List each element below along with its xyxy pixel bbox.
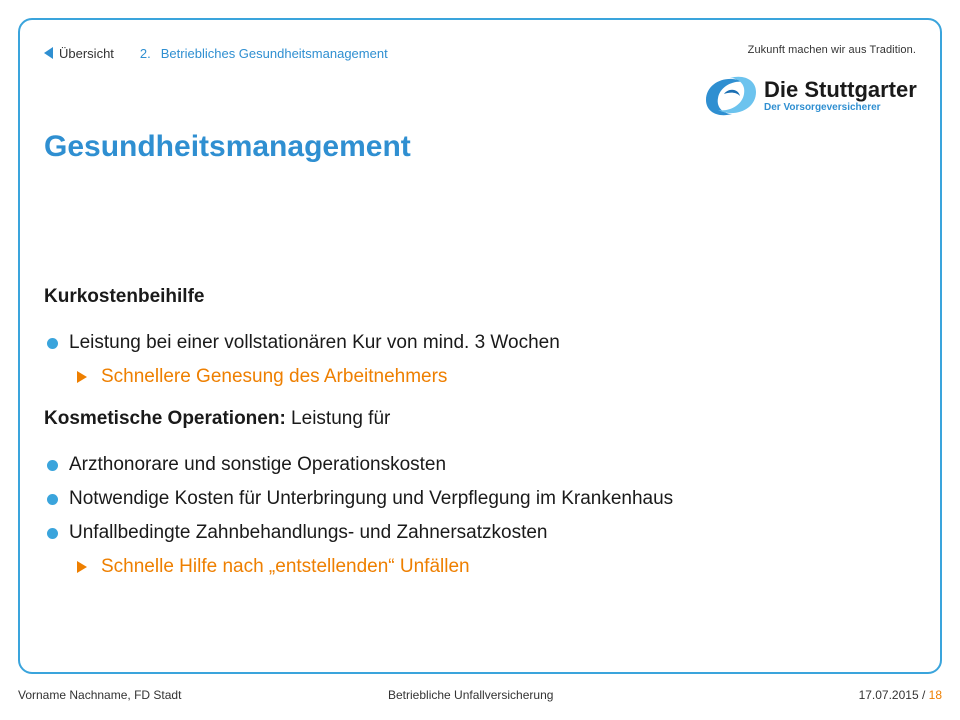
footer-author: Vorname Nachname, FD Stadt [18,688,182,702]
bullet-dot-icon [47,528,58,539]
overview-link[interactable] [44,46,114,61]
subpoint-text: Schnellere Genesung des Arbeitnehmers [101,366,448,387]
back-arrow-icon [44,47,53,59]
company-logo [700,66,920,126]
page-number: 18 [928,688,942,702]
logo-mark-icon [700,70,762,122]
list-item [44,326,904,360]
list-item [44,482,904,516]
bullet-dot-icon [47,460,58,471]
triangle-right-icon [77,371,87,383]
slide-title: Gesundheitsmanagement [44,130,411,163]
heading-normal-part: Leistung für [285,408,391,429]
slide-navigation [44,44,388,62]
bullet-text: Unfallbedingte Zahnbehandlungs- und Zahnersatzkosten [69,522,548,543]
highlight-subpoint [44,550,904,584]
list-item [44,516,904,550]
heading-bold-part: Kosmetische Operationen: [44,408,286,429]
bullet-text: Arzthonorare und sonstige Operationskosten [69,454,447,475]
slide-content [44,282,904,584]
breadcrumb-label: Betriebliches Gesundheitsmanagement [160,45,388,61]
footer-topic: Betriebliche Unfallversicherung [388,688,554,702]
logo-name: Die Stuttgarter [764,77,917,102]
bullet-dot-icon [47,338,58,349]
company-tagline: Zukunft machen wir aus Tradition. [747,44,916,56]
overview-label: Übersicht [59,45,114,61]
breadcrumb-number: 2. [139,45,151,61]
footer-date: 17.07.2015 / [858,688,926,702]
bullet-text: Leistung bei einer vollstationären Kur von mind. 3 Wochen [69,332,560,353]
footer-date-page [859,688,942,702]
list-item [44,448,904,482]
logo-subtitle: Der Vorsorgeversicherer [764,102,881,113]
section-heading-kurkosten: Kurkostenbeihilfe [44,286,205,307]
bullet-dot-icon [47,494,58,505]
triangle-right-icon [77,561,87,573]
bullet-text: Notwendige Kosten für Unterbringung und Verpflegung im Krankenhaus [69,488,674,509]
highlight-subpoint [44,360,904,394]
subpoint-text: Schnelle Hilfe nach „entstellenden“ Unfällen [101,556,470,577]
section-heading-kosmetik [44,404,904,434]
breadcrumb[interactable] [140,46,388,61]
